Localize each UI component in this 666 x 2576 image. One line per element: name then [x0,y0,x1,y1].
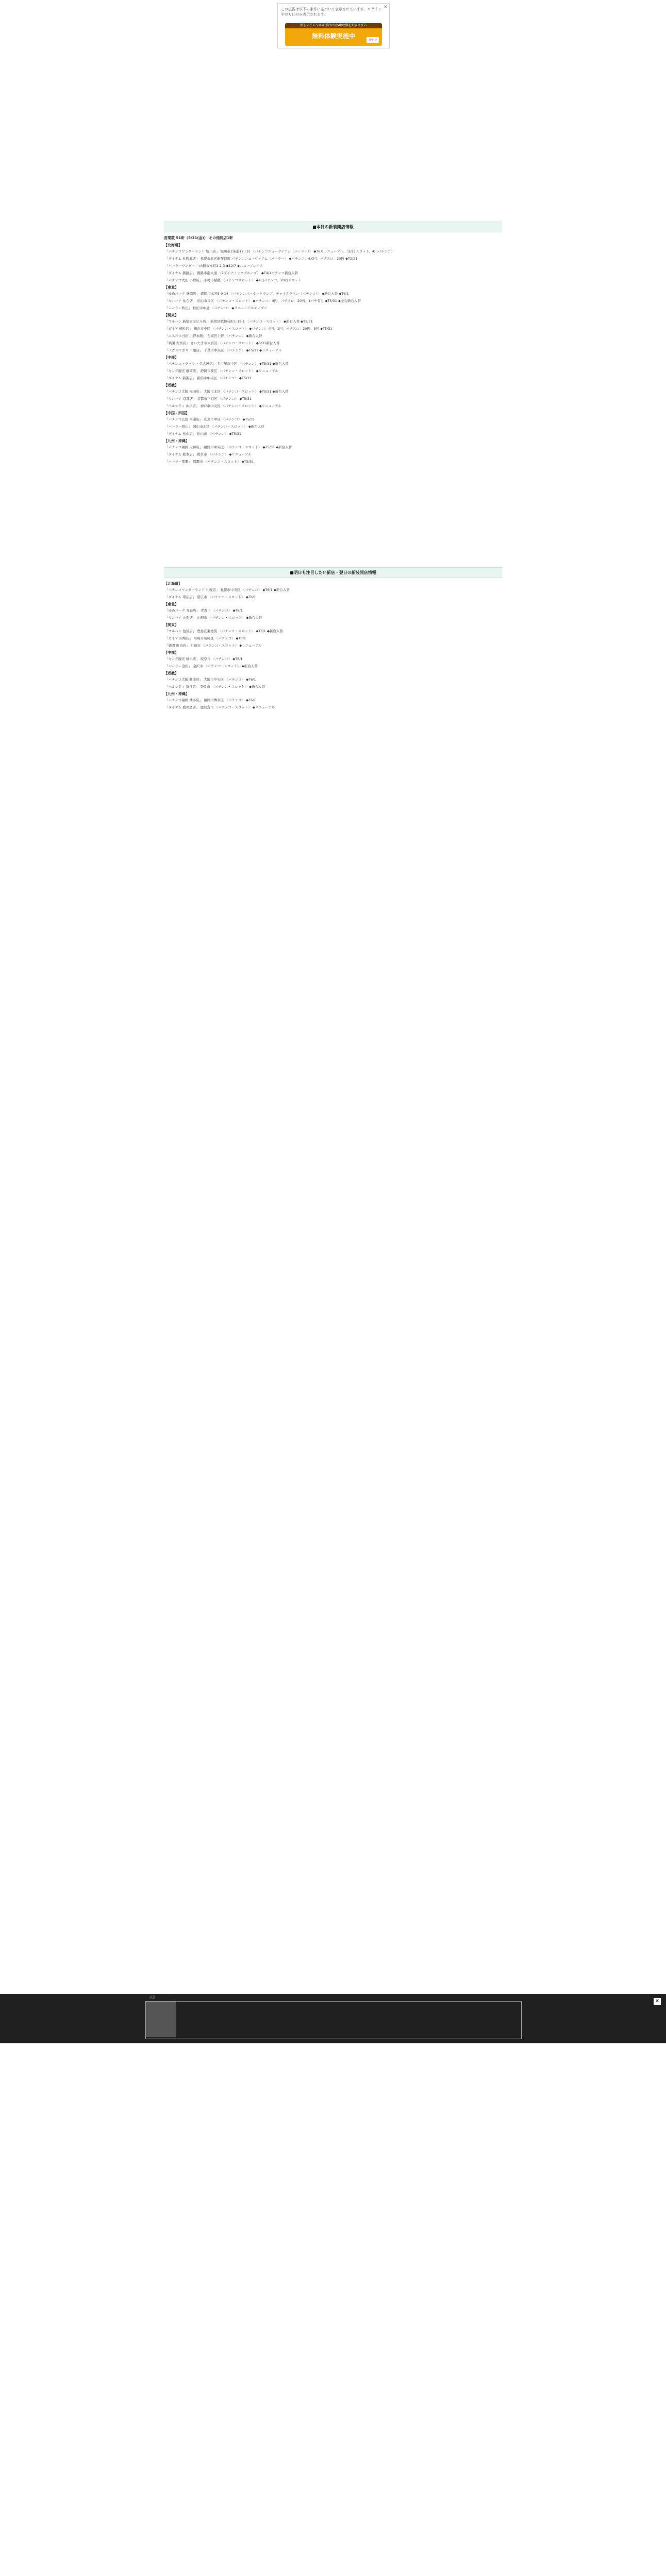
region-block [164,581,502,600]
ad-banner[interactable] [285,23,382,46]
shop-entry[interactable]: 「キコーナ 仙台店」 仙台市泉区 〈パチンコ・スロット〉 ◆パチンコ：4円、パチスロ：20円、1パチ有り ◆T5/31 ◆全台新台入替 [165,299,361,303]
shop-entry[interactable]: 「パーラー金沢」 金沢市 〈パチンコ・スロット〉 ◆新台入替 [165,664,258,668]
shop-entry[interactable]: 「ガイア 横浜店」 横浜市中区 〈パチンコ・スロット〉 ◆パチンコ：4円、1円、パチスロ：20円、5円 ◆T5/31 [165,327,332,331]
region-name: 【北海道】 [164,243,182,247]
date-line: 営業数 51軒（5/31(金)） その他開店1軒 [164,236,234,240]
ad-banner-main: 無料体験実施中 [311,32,355,40]
region-block [164,383,502,409]
shop-entry[interactable]: 「キコーナ 京都店」 京都市下京区 〈パチンコ〉 ◆T5/31 [165,397,252,401]
region-block [164,438,502,464]
region-block [164,313,502,353]
shop-entry[interactable]: 「エスパス日拓 上野本館」 台東区上野 〈パチンコ〉 ◆新台入替 [165,334,262,338]
region-block [164,691,502,710]
section-header-tomorrow: ■明日も注目したい新店・翌日の新装開店情報 [164,567,502,578]
region-block [164,355,502,381]
shop-entry[interactable]: 「ベルシティ 奈良店」 奈良市 〈パチンコ・スロット〉 ◆新台入替 [165,685,265,689]
region-name: 【関東】 [164,623,178,627]
overlay-frame[interactable] [145,2001,522,2039]
shop-entry[interactable]: 「パチンコ大阪 梅田店」 大阪市北区 〈パチンコ・スロット〉 ◆T5/31 ◆新台入替 [165,389,289,394]
shop-entry[interactable]: 「パチンコ大山 小樽店」 小樽市稲穂 〈パチンコスロット〉 ◆4円パチンコ、20円スロット [165,278,302,282]
section-header-today: ■本日の新装開店情報 [164,222,502,232]
region-name: 【東北】 [164,285,178,290]
region-name: 【中国・四国】 [164,411,189,415]
region-block [164,285,502,311]
shop-entry[interactable]: 「パーラー岡山」 岡山市北区 〈パチンコ・スロット〉 ◆新台入替 [165,425,264,429]
region-list-tomorrow [164,581,502,710]
region-name: 【九州・沖縄】 [164,439,189,443]
shop-entry[interactable]: 「パチンコワンダーランド 旭川店」 旭川市2条通17丁目 〈パチンコニューサイアム（パーラー）〉 ◆T6月リニューアル、〈2/21スロット、4円パチンコ〉 [165,249,394,253]
ad-text: この広告は以下の条件に基づいて表示されています。ログイン中の方にのみ表示されます。 [281,7,382,16]
shop-entry[interactable]: 「ダイナム 釧路店」 釧路市南大通 〈2ダイナミックグループ〉 ◆T4/1パチンコ新台入替 [165,271,298,275]
shop-entry[interactable]: 「楽園 町田店」 町田市 〈パチンコ・スロット〉 ◆リニューアル [165,643,262,648]
shop-entry[interactable]: 「ダイナム 新潟店」 新潟市中央区 〈パチンコ〉 ◆T5/31 [165,376,252,380]
region-name: 【東北】 [164,602,178,606]
shop-entry[interactable]: 「キコーナ 山形店」 山形市 〈パチンコ・スロット〉 ◆新台入替 [165,616,262,620]
shop-entry[interactable]: 「ベルシティ 神戸店」 神戸市中央区 〈パチンコ・スロット〉 ◆リニューアル [165,404,281,408]
region-block [164,243,502,283]
shop-entry[interactable]: 「ダイナム 鹿児島店」 鹿児島市 〈パチンコ・スロット〉 ◆リニューアル [165,705,275,709]
ad-banner-top: 新しいチャンネル 鮮やかな4K映像をお届けする [285,23,382,28]
region-name: 【関東】 [164,313,178,317]
shop-entry[interactable]: 「パーラー秋田」 秋田市中通 〈パチンコ〉 ◆リニューアルオープン [165,306,268,310]
shop-entry[interactable]: 「マルハン 池袋店」 豊島区東池袋 〈パチンコ・スロット〉 ◆T6/1 ◆新台入替 [165,629,283,633]
shop-entry[interactable]: 「パチンコワンダーランド 札幌店」 札幌市中央区 〈パチンコ〉 ◆T6/1 ◆新台入替 [165,588,290,592]
shop-entry[interactable]: 「ダイナム 熊本店」 熊本市 〈パチンコ〉 ◆リニューアル [165,452,252,456]
shop-entry[interactable]: 「ゆめパーク 盛岡店」 盛岡市本宮5-9-14 〈パチンコパーラートランプ、チャイクラウン（パチンコ）〉 ◆新台入替 ◆T6/1 [165,292,349,296]
video-overlay[interactable] [0,1994,666,2043]
region-block [164,650,502,669]
shop-entry[interactable]: 「パチンコ広島 本通店」 広島市中区 〈パチンコ〉 ◆T5/31 [165,417,255,421]
shop-entry[interactable]: 「パチンコ福岡 天神店」 福岡市中央区 〈パチンコ・スロット〉 ◆T5/31 ◆新台入替 [165,445,292,449]
shop-entry[interactable]: 「ゆめパーク 青森店」 青森市 〈パチンコ〉 ◆T6/1 [165,608,243,613]
overlay-label: 広告 [149,1996,156,1999]
region-list-today [164,243,502,464]
region-block [164,602,502,620]
shop-entry[interactable]: 「楽園 大宮店」 さいたま市大宮区 〈パチンコ・スロット〉 ◆5/31新台入替 [165,341,280,345]
shop-entry[interactable]: 「ダイナム 帯広店」 帯広市 〈パチンコ・スロット〉 ◆T6/1 [165,595,256,599]
region-name: 【中部】 [164,355,178,360]
region-block [164,671,502,689]
shop-entry[interactable]: 「ダイナム 松山店」 松山市 〈パチンコ〉 ◆T5/31 [165,432,242,436]
shop-entry[interactable]: 「パチンコ・ラッキー 名古屋店」 名古屋市中区 〈パチンコ〉 ◆T5/31 ◆新台入替 [165,362,289,366]
main-content [164,216,502,712]
close-icon[interactable]: ✕ [654,1998,661,2005]
shop-entry[interactable]: 「パーラーワンダー」 函館市本町1-2-3 ◆12/7 ◆ニュープレイス [165,264,263,268]
region-name: 【九州・沖縄】 [164,692,189,696]
shop-entry[interactable]: 「キング観光 岐阜店」 岐阜市 〈パチンコ〉 ◆T6/1 [165,657,243,661]
shop-entry[interactable]: 「ダイナム 札幌北店」 札幌市北区新琴似町 パチンコニューサイアム〈パーラー〉 ◆パチンコ：4.0円、パチスロ：20円 ◆T2/21 [165,257,358,261]
shop-entry[interactable]: 「キング観光 静岡店」 静岡市葵区 〈パチンコ・スロット〉 ◆リニューアル [165,369,278,373]
region-name: 【北海道】 [164,582,182,586]
ad-badge[interactable]: 今すぐ [367,37,379,43]
shop-entry[interactable]: 「パチンコ大阪 難波店」 大阪市中央区 〈パチンコ〉 ◆T6/1 [165,677,256,682]
region-block [164,622,502,648]
region-name: 【近畿】 [164,383,178,387]
region-block [164,411,502,436]
top-ad[interactable] [277,3,390,48]
shop-entry[interactable]: 「マルハン 新宿東宝ビル店」 新宿区歌舞伎町1-19-1 〈パチンコ・スロット〉 ◆新台入替 ◆T5/31 [165,319,313,324]
shop-entry[interactable]: 「パチンコ福岡 博多店」 福岡市博多区 〈パチンコ〉 ◆T6/1 [165,698,256,702]
region-name: 【近畿】 [164,671,178,675]
shop-entry[interactable]: 「ベガスベガス 千葉店」 千葉市中央区 〈パチンコ〉 ◆T5/31 ◆リニューアル [165,348,282,352]
shop-entry[interactable]: 「パーラー那覇」 那覇市 〈パチンコ・スロット〉 ◆T5/31 [165,460,254,464]
shop-entry[interactable]: 「ガイア 川崎店」 川崎市川崎区 〈パチンコ〉 ◆T6/1 [165,636,246,640]
region-name: 【中部】 [164,651,178,655]
close-icon[interactable]: ✕ [384,5,388,10]
